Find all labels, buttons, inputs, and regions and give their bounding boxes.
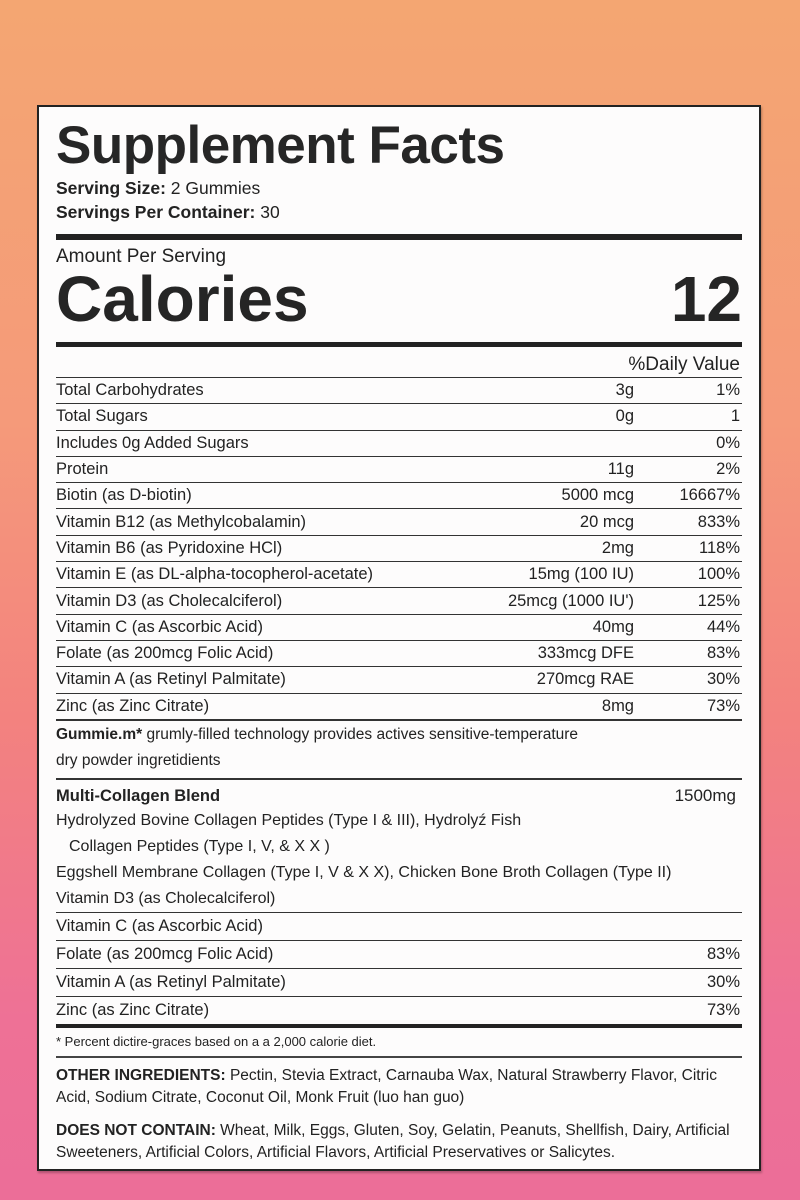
does-not-contain [56, 1120, 742, 1164]
nutrient-name: Vitamin C (as Ascorbic Acid) [56, 916, 263, 935]
calories-label: Calories [56, 263, 309, 335]
serving-size-label: Serving Size: [56, 178, 166, 198]
nutrient-amount: 270mcg RAE [536, 670, 634, 689]
nutrient-dv: 73% [706, 1000, 740, 1019]
nutrient-row [56, 587, 742, 613]
servings-per-container-value: 30 [255, 202, 280, 222]
nutrient-row [56, 614, 742, 640]
servings-per-container-label: Servings Per Container: [56, 202, 256, 222]
extra-nutrient-row [56, 912, 742, 940]
nutrient-row [56, 508, 742, 534]
nutrient-row [56, 482, 742, 508]
thick-divider [56, 342, 742, 347]
nutrient-amount: 5000 mcg [561, 486, 634, 505]
nutrient-dv: 0% [716, 433, 740, 452]
blend-amount: 1500mg [674, 785, 736, 805]
daily-value-header: %Daily Value [628, 354, 740, 375]
nutrient-row [56, 693, 742, 719]
nutrient-dv: 16667% [679, 486, 740, 505]
blend-header [56, 778, 742, 808]
other-ingredients [56, 1065, 742, 1109]
nutrient-dv: 30% [706, 972, 740, 991]
nutrient-name: Zinc (as Zinc Citrate) [56, 1000, 210, 1019]
nutrient-dv: 100% [697, 565, 740, 584]
nutrient-amount: 25mcg (1000 IU') [507, 591, 634, 610]
nutrient-row [56, 561, 742, 587]
nutrient-name: Vitamin A (as Retinyl Palmitate) [56, 972, 286, 991]
technology-text-line1: grumly-filled technology provides actives sensitive-temperature [142, 725, 579, 743]
nutrient-name: Biotin (as D-biotin) [56, 486, 192, 505]
nutrient-name: Total Carbohydrates [56, 381, 204, 400]
nutrient-row [56, 403, 742, 429]
nutrient-name: Protein [56, 460, 109, 479]
daily-value-footnote: * Percent dictire-graces based on a a 2,000 calorie diet. [56, 1033, 377, 1049]
nutrient-row [56, 535, 742, 561]
serving-size [56, 176, 742, 200]
extra-nutrient-row [56, 968, 742, 996]
nutrient-amount: 2mg [601, 538, 634, 557]
blend-ingredient-line: Collagen Peptides (Type I, V, & X X ) [69, 837, 330, 855]
blend-ingredient-line: Hydrolyzed Bovine Collagen Peptides (Type I & III), Hydrolyź Fish [56, 811, 522, 829]
nutrient-name: Folate (as 200mcg Folic Acid) [56, 944, 274, 963]
nutrient-amount: 333mcg DFE [537, 644, 634, 663]
nutrient-dv: 83% [706, 944, 740, 963]
technology-text-line2: dry powder ingretidients [56, 751, 221, 769]
blend-name: Multi-Collagen Blend [56, 786, 221, 805]
calories-value: 12 [670, 263, 742, 335]
nutrient-amount: 15mg (100 IU) [528, 565, 634, 584]
nutrient-amount: 8mg [601, 696, 634, 715]
nutrient-name: Vitamin E (as DL-alpha-tocopherol-acetate) [56, 565, 374, 584]
nutrient-name: Folate (as 200mcg Folic Acid) [56, 644, 274, 663]
nutrient-row [56, 640, 742, 666]
other-ingredients-label: OTHER INGREDIENTS: [56, 1066, 226, 1084]
nutrient-dv: 833% [697, 512, 740, 531]
nutrient-name: Vitamin C (as Ascorbic Acid) [56, 617, 263, 636]
does-not-contain-text: Wheat, Milk, Eggs, Gluten, Soy, Gelatin, Peanuts, Shellfish, Dairy, Artificial Sweeteners, Artificial Colors, Artificial Flavors, Artificial Preservatives or Salicytes. [56, 1121, 730, 1161]
nutrient-dv: 125% [697, 591, 740, 610]
nutrient-name: Vitamin B12 (as Methylcobalamin) [56, 512, 307, 531]
nutrient-dv: 1% [716, 381, 740, 400]
nutrient-dv: 118% [699, 538, 740, 557]
nutrient-amount: 40mg [592, 617, 634, 636]
nutrient-dv: 83% [706, 644, 740, 663]
extra-nutrient-row [56, 996, 742, 1024]
nutrient-dv: 73% [706, 696, 740, 715]
nutrient-name: Vitamin A (as Retinyl Palmitate) [56, 670, 286, 689]
nutrient-name: Vitamin B6 (as Pyridoxine HCl) [56, 538, 283, 557]
label-title: Supplement Facts [56, 116, 505, 175]
nutrient-row [56, 456, 742, 482]
nutrient-amount: 20 mcg [579, 512, 634, 531]
servings-per-container [56, 200, 742, 224]
nutrient-dv: 1 [730, 407, 740, 426]
nutrient-name: Total Sugars [56, 407, 148, 426]
nutrient-amount: 11g [607, 460, 634, 479]
nutrient-row [56, 430, 742, 456]
serving-size-value: 2 Gummies [165, 178, 261, 198]
technology-note [56, 719, 742, 778]
blend-ingredient-line: Eggshell Membrane Collagen (Type I, V & X X), Chicken Bone Broth Collagen (Type II) [56, 863, 672, 881]
nutrient-row [56, 666, 742, 692]
nutrient-amount: 0g [615, 407, 634, 426]
other-ingredients-text: Pectin, Stevia Extract, Carnauba Wax, Natural Strawberry Flavor, Citric Acid, Sodium Citrate, Coconut Oil, Monk Fruit (luo han guo) [56, 1066, 717, 1106]
technology-brand: Gummie.m* [56, 725, 143, 743]
nutrient-dv: 30% [706, 670, 740, 689]
amount-per-serving: Amount Per Serving [56, 246, 227, 267]
blend-ingredient-line: Vitamin D3 (as Cholecalciferol) [56, 889, 276, 907]
nutrient-amount: 3g [615, 381, 634, 400]
nutrient-row [56, 377, 742, 403]
divider [56, 1056, 742, 1058]
nutrient-dv: 44% [706, 617, 740, 636]
nutrient-dv: 2% [716, 460, 740, 479]
nutrient-name: Includes 0g Added Sugars [56, 433, 249, 452]
supplement-facts-label [37, 105, 761, 1171]
nutrient-name: Vitamin D3 (as Cholecalciferol) [56, 591, 283, 610]
extra-nutrient-row [56, 940, 742, 968]
does-not-contain-label: DOES NOT CONTAIN: [56, 1121, 216, 1139]
thick-divider [56, 234, 742, 240]
calories-row [56, 263, 742, 335]
nutrient-name: Zinc (as Zinc Citrate) [56, 696, 210, 715]
nutrient-table [56, 377, 742, 719]
